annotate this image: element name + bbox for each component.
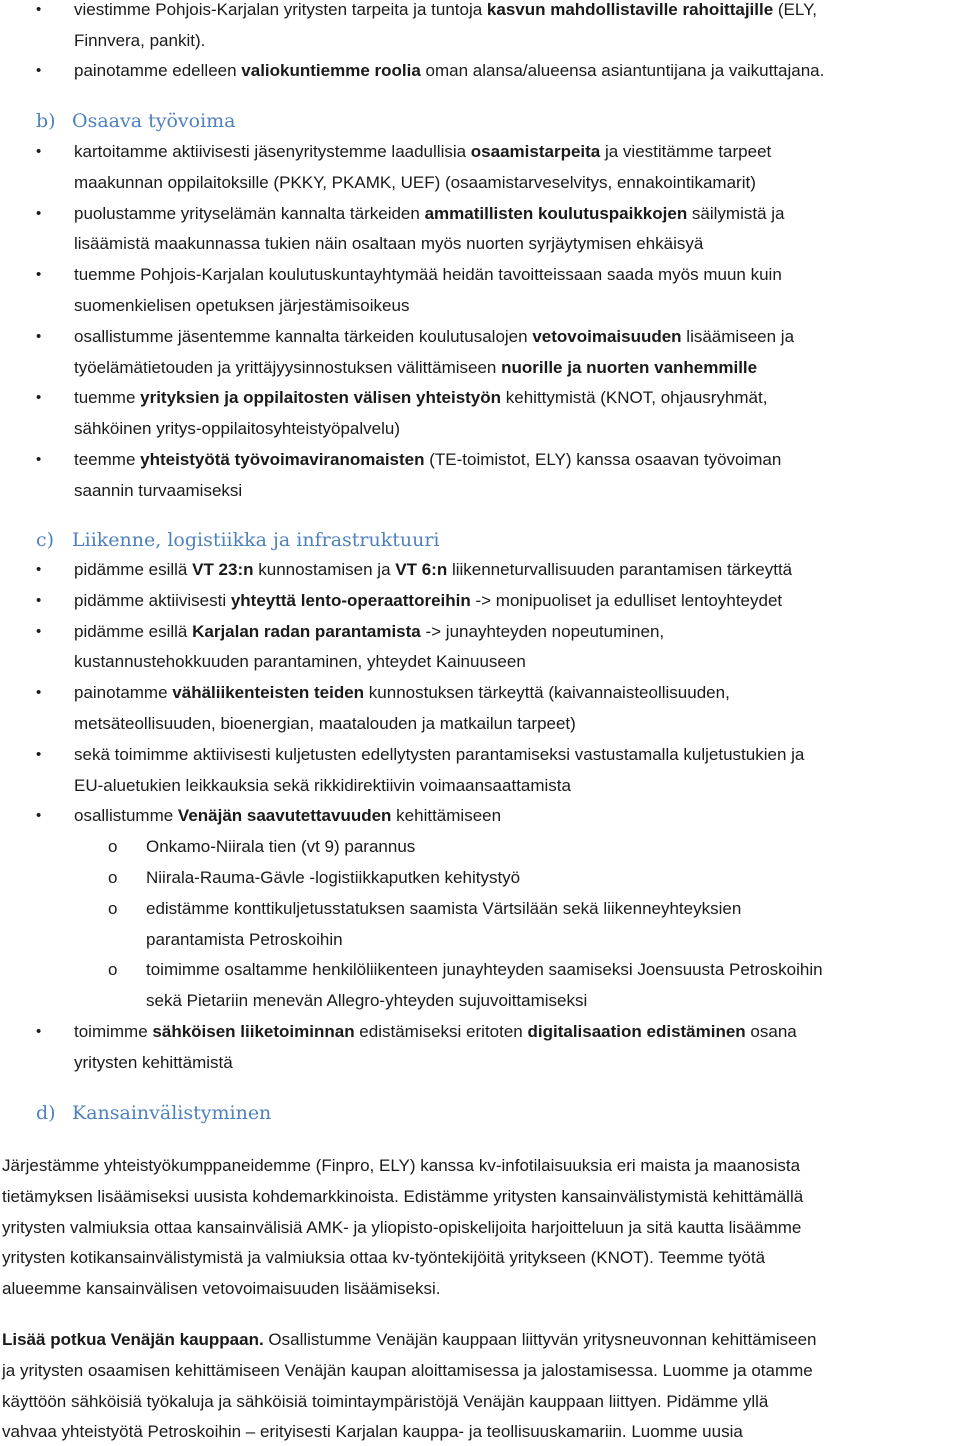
- text: pidämme aktiivisesti: [74, 590, 231, 610]
- text: työelämätietouden ja yrittäjyysinnostuksen välittämiseen: [74, 357, 502, 377]
- bold-text: digitalisaation edistäminen: [527, 1022, 746, 1041]
- text: oman alansa/alueensa asiantuntijana ja vaikuttajana.: [420, 61, 825, 80]
- section-c-line: [74, 805, 501, 827]
- text: puolustamme yrityselämän kannalta tärkeiden: [74, 203, 425, 223]
- text: säilymistä ja: [687, 203, 785, 223]
- section-b-line: [74, 449, 781, 471]
- section-label: c): [36, 529, 55, 551]
- text: kehittämiseen: [391, 806, 502, 826]
- text: osana: [745, 1022, 797, 1041]
- bold-text: nuorille ja nuorten vanhemmille: [501, 357, 758, 377]
- bold-text: kasvun mahdollistaville rahoittajille: [486, 0, 774, 19]
- section-c-line: [74, 590, 782, 612]
- paragraph-line: [2, 1391, 768, 1413]
- bullet-marker: •: [36, 591, 42, 609]
- bullet-marker: •: [36, 204, 42, 222]
- text: teemme: [74, 450, 141, 469]
- section-c-subline: [146, 929, 343, 951]
- text: saannin turvaamiseksi: [74, 480, 243, 500]
- text: kustannustehokkuuden parantaminen, yhteydet Kainuuseen: [74, 652, 526, 672]
- bold-text: osaamistarpeita: [470, 142, 601, 161]
- text: -> monipuoliset ja edulliset lentoyhteydet: [470, 590, 783, 610]
- bold-text: sähköisen liiketoiminnan: [152, 1022, 355, 1041]
- text: edistämiseksi eritoten: [354, 1022, 528, 1041]
- bold-text: VT 6:n: [395, 560, 448, 579]
- text: osallistumme: [74, 806, 178, 826]
- text: Finnvera, pankit).: [74, 30, 206, 50]
- bullet-marker: o: [108, 868, 118, 887]
- text: Osallistumme Venäjän kauppaan liittyvän yritysneuvonnan kehittämiseen: [263, 1330, 817, 1349]
- bold-text: valiokuntiemme roolia: [241, 61, 421, 80]
- paragraph-line: alueemme kansainvälisen vetovoimaisuuden lisäämiseksi.: [2, 1279, 441, 1299]
- section-c-line: [74, 775, 571, 797]
- section-c-line: [74, 682, 730, 704]
- section-c-line: [74, 1021, 797, 1043]
- section-title: Liikenne, logistiikka ja infrastruktuuri: [72, 529, 440, 551]
- section-b-line: [74, 387, 767, 409]
- section-c-line: [74, 713, 576, 735]
- bold-text: vetovoimaisuuden: [532, 326, 682, 346]
- text: edistämme konttikuljetusstatuksen saamista Värtsilään sekä liikenneyhteyksien: [146, 898, 742, 918]
- section-b-line: [74, 295, 409, 317]
- bullet-marker: o: [108, 837, 118, 857]
- text: EU-aluetukien leikkauksia sekä rikkidirektiivin voimaansaattamista: [74, 775, 571, 795]
- bullet-marker: •: [36, 1, 42, 18]
- text: metsäteollisuuden, bioenergian, maatalouden ja matkailun tarpeet): [74, 714, 576, 733]
- text: pidämme esillä: [74, 560, 193, 579]
- text: lisäämiseen ja: [681, 326, 795, 346]
- text: parantamista Petroskoihin: [146, 929, 343, 949]
- section-title: Kansainvälistyminen: [72, 1102, 272, 1124]
- bullet-marker: •: [36, 807, 42, 825]
- section-b-line: [74, 264, 782, 286]
- text: toimimme: [74, 1022, 153, 1041]
- text: pidämme esillä: [74, 621, 193, 641]
- section-c-line: [74, 1052, 233, 1074]
- text: sähköinen yritys-oppilaitosyhteistyöpalvelu): [74, 419, 400, 439]
- bullet-marker: •: [36, 266, 42, 284]
- section-b-line: [74, 326, 794, 348]
- section-b-line: [74, 203, 785, 225]
- text: liikenneturvallisuuden parantamisen tärkeyttä: [447, 560, 793, 579]
- section-b-line: [74, 141, 771, 163]
- bold-text: Karjalan radan parantamista: [192, 621, 421, 641]
- paragraph-line: [2, 1421, 743, 1443]
- section-b-line: [74, 172, 756, 194]
- text: Onkamo-Niirala tien (vt 9) parannus: [146, 837, 416, 857]
- bold-text: vähäliikenteisten teiden: [172, 683, 365, 703]
- section-label: d): [36, 1102, 56, 1124]
- paragraph-lead: Lisää potkua Venäjän kauppaan.: [2, 1330, 264, 1349]
- text: lisäämistä maakunnassa tukien näin osaltaan myös nuorten syrjäytymisen ehkäisyä: [74, 234, 704, 254]
- text: kartoitamme aktiivisesti jäsenyritystemme laadullisia: [74, 142, 471, 161]
- bullet-marker: •: [36, 451, 42, 468]
- bullet-marker: •: [36, 622, 42, 640]
- text: kunnostamisen ja: [253, 560, 396, 579]
- section-b-line: [74, 233, 703, 255]
- text: sekä toimimme aktiivisesti kuljetusten edellytysten parantamiseksi vastustamalla kuljetustukien ja: [74, 744, 805, 764]
- text: maakunnan oppilaitoksille (PKKY, PKAMK, UEF) (osaamistarveselvitys, ennakointikamarit): [74, 172, 756, 192]
- bullet-marker: •: [36, 684, 42, 702]
- text: kehittymistä (KNOT, ohjausryhmät,: [501, 388, 768, 408]
- section-c-subline: [146, 959, 823, 981]
- text: käyttöön sähköisiä työkaluja ja sähköisiä toimintaympäristöjä Venäjän kauppaan liittyen. Pidämme yllä: [2, 1391, 769, 1411]
- bold-text: Venäjän saavutettavuuden: [177, 806, 392, 826]
- intro-bullet-line: [74, 30, 205, 52]
- text: -> junayhteyden nopeutuminen,: [420, 621, 665, 641]
- bullet-marker: o: [108, 898, 118, 918]
- text: (TE-toimistot, ELY) kanssa osaavan työvoiman: [424, 450, 782, 469]
- text: toimimme osaltamme henkilöliikenteen junayhteyden saamiseksi Joensuusta Petroskoihin: [146, 960, 823, 980]
- bold-text: ammatillisten koulutuspaikkojen: [424, 203, 688, 223]
- section-heading-c: [36, 528, 440, 552]
- bullet-marker: •: [36, 389, 42, 407]
- bold-text: yrityksien ja oppilaitosten välisen yhteistyön: [140, 388, 502, 408]
- bullet-marker: o: [108, 960, 118, 980]
- text: sekä Pietariin menevän Allegro-yhteyden sujuvoittamiseksi: [146, 991, 588, 1011]
- paragraph-line: tietämyksen lisäämiseksi uusista kohdemarkkinoista. Edistämme yritysten kansainvälistymistä kehittämällä: [2, 1186, 804, 1206]
- section-c-line: [74, 621, 664, 643]
- section-c-subline: [146, 867, 520, 889]
- section-c-subline: [146, 898, 741, 920]
- paragraph-line: [2, 1360, 813, 1382]
- section-c-line: [74, 651, 526, 673]
- section-title: Osaava työvoima: [72, 110, 236, 132]
- section-c-subline: [146, 836, 415, 858]
- paragraph-line: Järjestämme yhteistyökumppaneidemme (Finpro, ELY) kanssa kv-infotilaisuuksia eri maista ja maanosista: [2, 1156, 801, 1175]
- text: kunnostuksen tärkeyttä (kaivannaisteollisuuden,: [364, 683, 730, 703]
- text: suomenkielisen opetuksen järjestämisoikeus: [74, 296, 410, 315]
- bullet-marker: •: [36, 143, 42, 160]
- text: painotamme: [74, 683, 173, 703]
- bullet-marker: •: [36, 561, 42, 578]
- section-c-line: [74, 559, 792, 581]
- bullet-marker: •: [36, 62, 42, 79]
- paragraph-line: yritysten valmiuksia ottaa kansainvälisiä AMK- ja yliopisto-opiskelijoita harjoitteluun ja sitä kautta lisäämme: [2, 1217, 802, 1237]
- text: Niirala-Rauma-Gävle -logistiikkaputken kehitystyö: [146, 868, 521, 887]
- text: vahvaa yhteistyötä Petroskoihin – erityisesti Karjalan kauppa- ja teollisuuskamariin. Luomme uusia: [2, 1422, 743, 1442]
- section-label: b): [36, 110, 56, 132]
- section-c-line: [74, 744, 804, 766]
- bullet-marker: •: [36, 745, 42, 763]
- bold-text: yhteistyötä työvoimaviranomaisten: [140, 450, 425, 469]
- section-b-line: [74, 418, 400, 440]
- text: ja viestitämme tarpeet: [600, 142, 772, 161]
- paragraph-line: [2, 1329, 817, 1351]
- bullet-marker: •: [36, 1023, 42, 1040]
- bullet-marker: •: [36, 327, 42, 345]
- text: (ELY,: [773, 0, 817, 19]
- intro-bullet-line: [74, 60, 824, 82]
- text: osallistumme jäsentemme kannalta tärkeiden koulutusalojen: [74, 326, 533, 346]
- text: painotamme edelleen: [74, 61, 242, 80]
- text: viestimme Pohjois-Karjalan yritysten tarpeita ja tuntoja: [74, 0, 487, 19]
- paragraph-line: yritysten kotikansainvälistymistä ja valmiuksia ottaa kv-työntekijöitä yritykseen (KNOT). Teemme työtä: [2, 1248, 766, 1268]
- text: yritysten kehittämistä: [74, 1052, 233, 1072]
- bold-text: yhteyttä lento-operaattoreihin: [230, 590, 471, 610]
- bold-text: VT 23:n: [192, 560, 254, 579]
- intro-bullet-line: [74, 0, 817, 21]
- section-heading-d: [36, 1101, 271, 1125]
- section-heading-b: [36, 109, 236, 133]
- text: ja yritysten osaamisen kehittämiseen Venäjän kaupan aloittamisessa ja jalostamisessa. Luomme ja otamme: [2, 1360, 813, 1380]
- section-b-line: [74, 480, 242, 502]
- text: tuemme: [74, 388, 141, 408]
- section-b-line: [74, 357, 757, 379]
- text: tuemme Pohjois-Karjalan koulutuskuntayhtymää heidän tavoitteissaan saada myös muun kuin: [74, 265, 782, 285]
- section-c-subline: [146, 990, 587, 1012]
